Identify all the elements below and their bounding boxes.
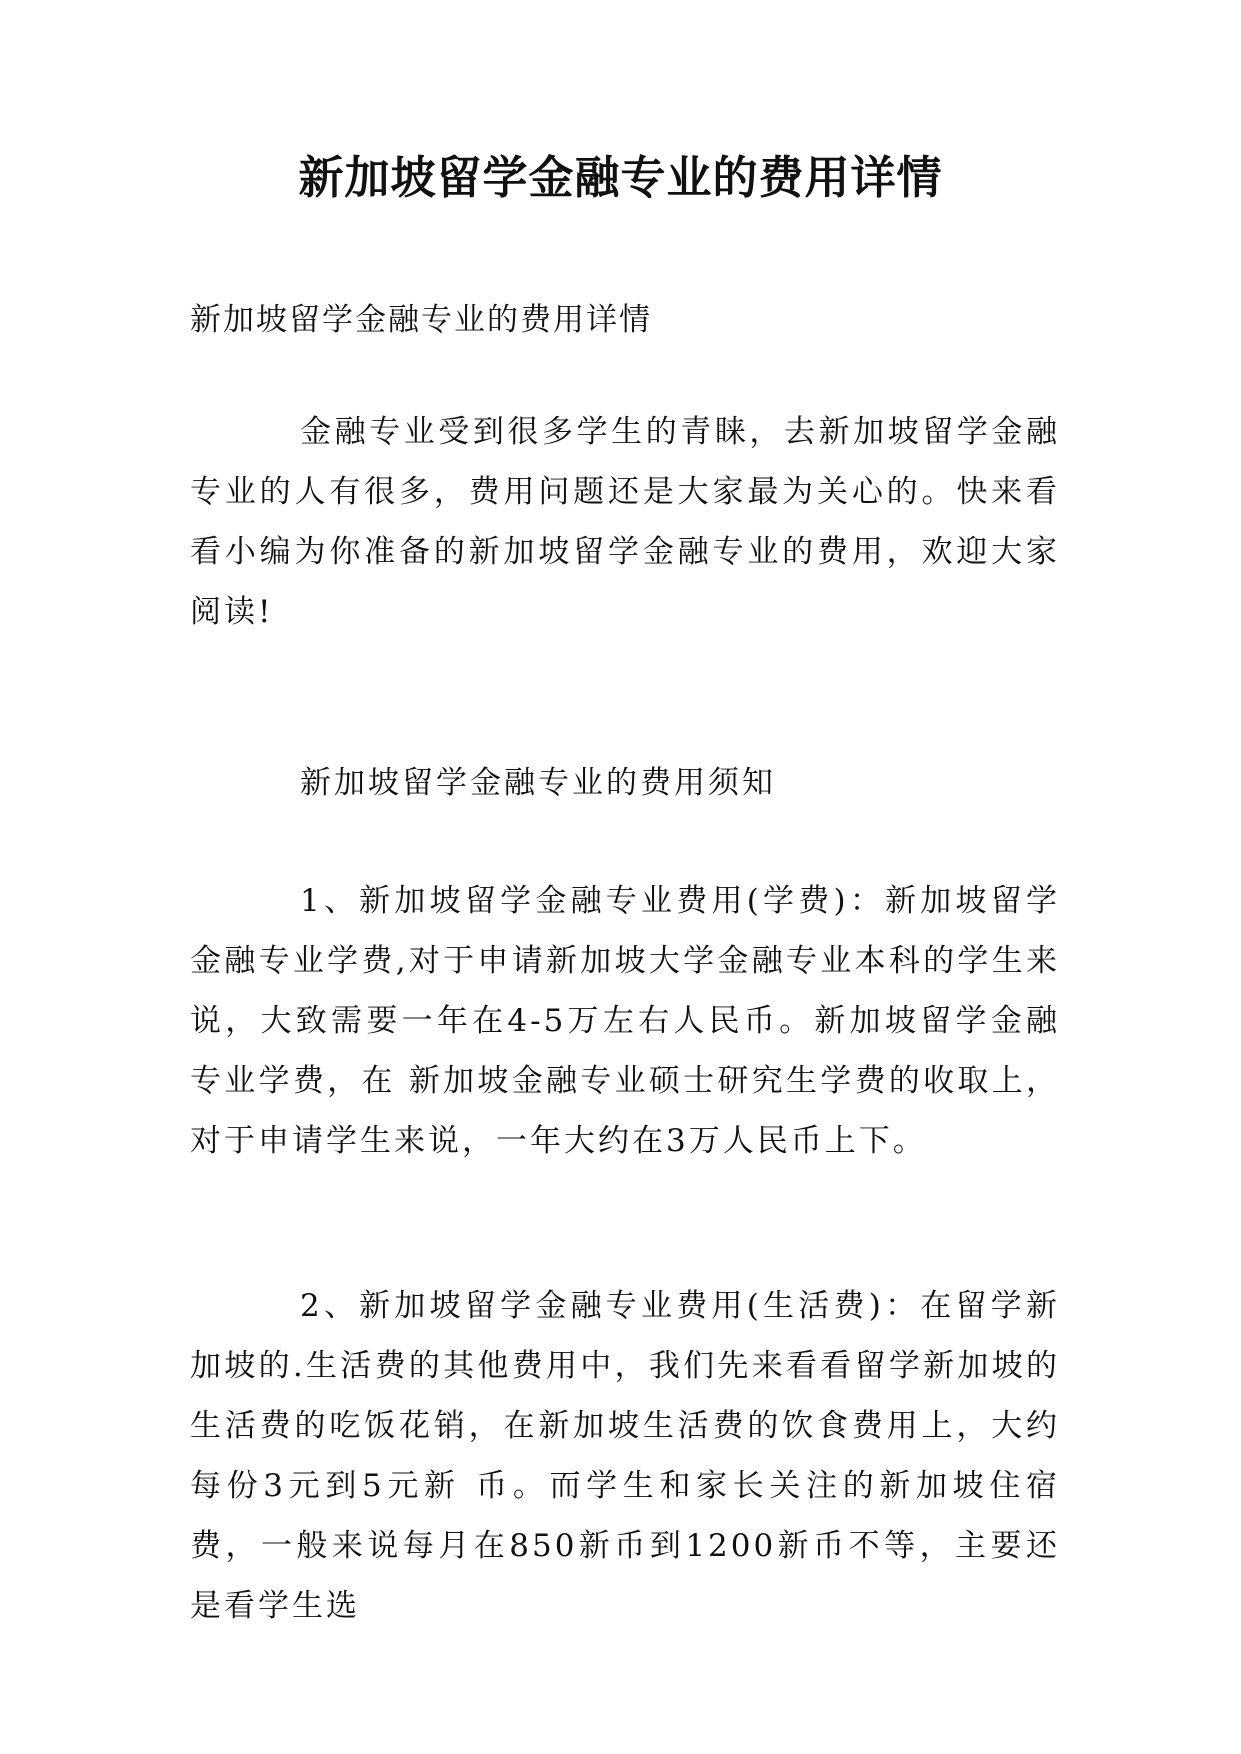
intro-paragraph: 金融专业受到很多学生的青睐，去新加坡留学金融专业的人有很多，费用问题还是大家最为关心的。快来看看小编为你准备的新加坡留学金融专业的费用，欢迎大家阅读! bbox=[190, 414, 1060, 630]
section-heading: 新加坡留学金融专业的费用须知 bbox=[300, 765, 776, 801]
document-title: 新加坡留学金融专业的费用详情 bbox=[298, 151, 943, 204]
document-subtitle: 新加坡留学金融专业的费用详情 bbox=[190, 302, 652, 338]
living-cost-paragraph: 2、新加坡留学金融专业费用(生活费)：在留学新加坡的.生活费的其他费用中，我们先来看看留学新加坡的生活费的吃饭花销，在新加坡生活费的饮食费用上，大约每份3元到5元新 币。而学生和家长关注的新加坡住宿费，一般来说每月在850新币到1200新币不等，主要还是看学生选 bbox=[190, 1288, 1060, 1624]
tuition-paragraph: 1、新加坡留学金融专业费用(学费)：新加坡留学金融专业学费,对于申请新加坡大学金融专业本科的学生来说，大致需要一年在4-5万左右人民币。新加坡留学金融专业学费，在 新加坡金融专业硕士研究生学费的收取上，对于申请学生来说，一年大约在3万人民币上下。 bbox=[190, 883, 1060, 1159]
